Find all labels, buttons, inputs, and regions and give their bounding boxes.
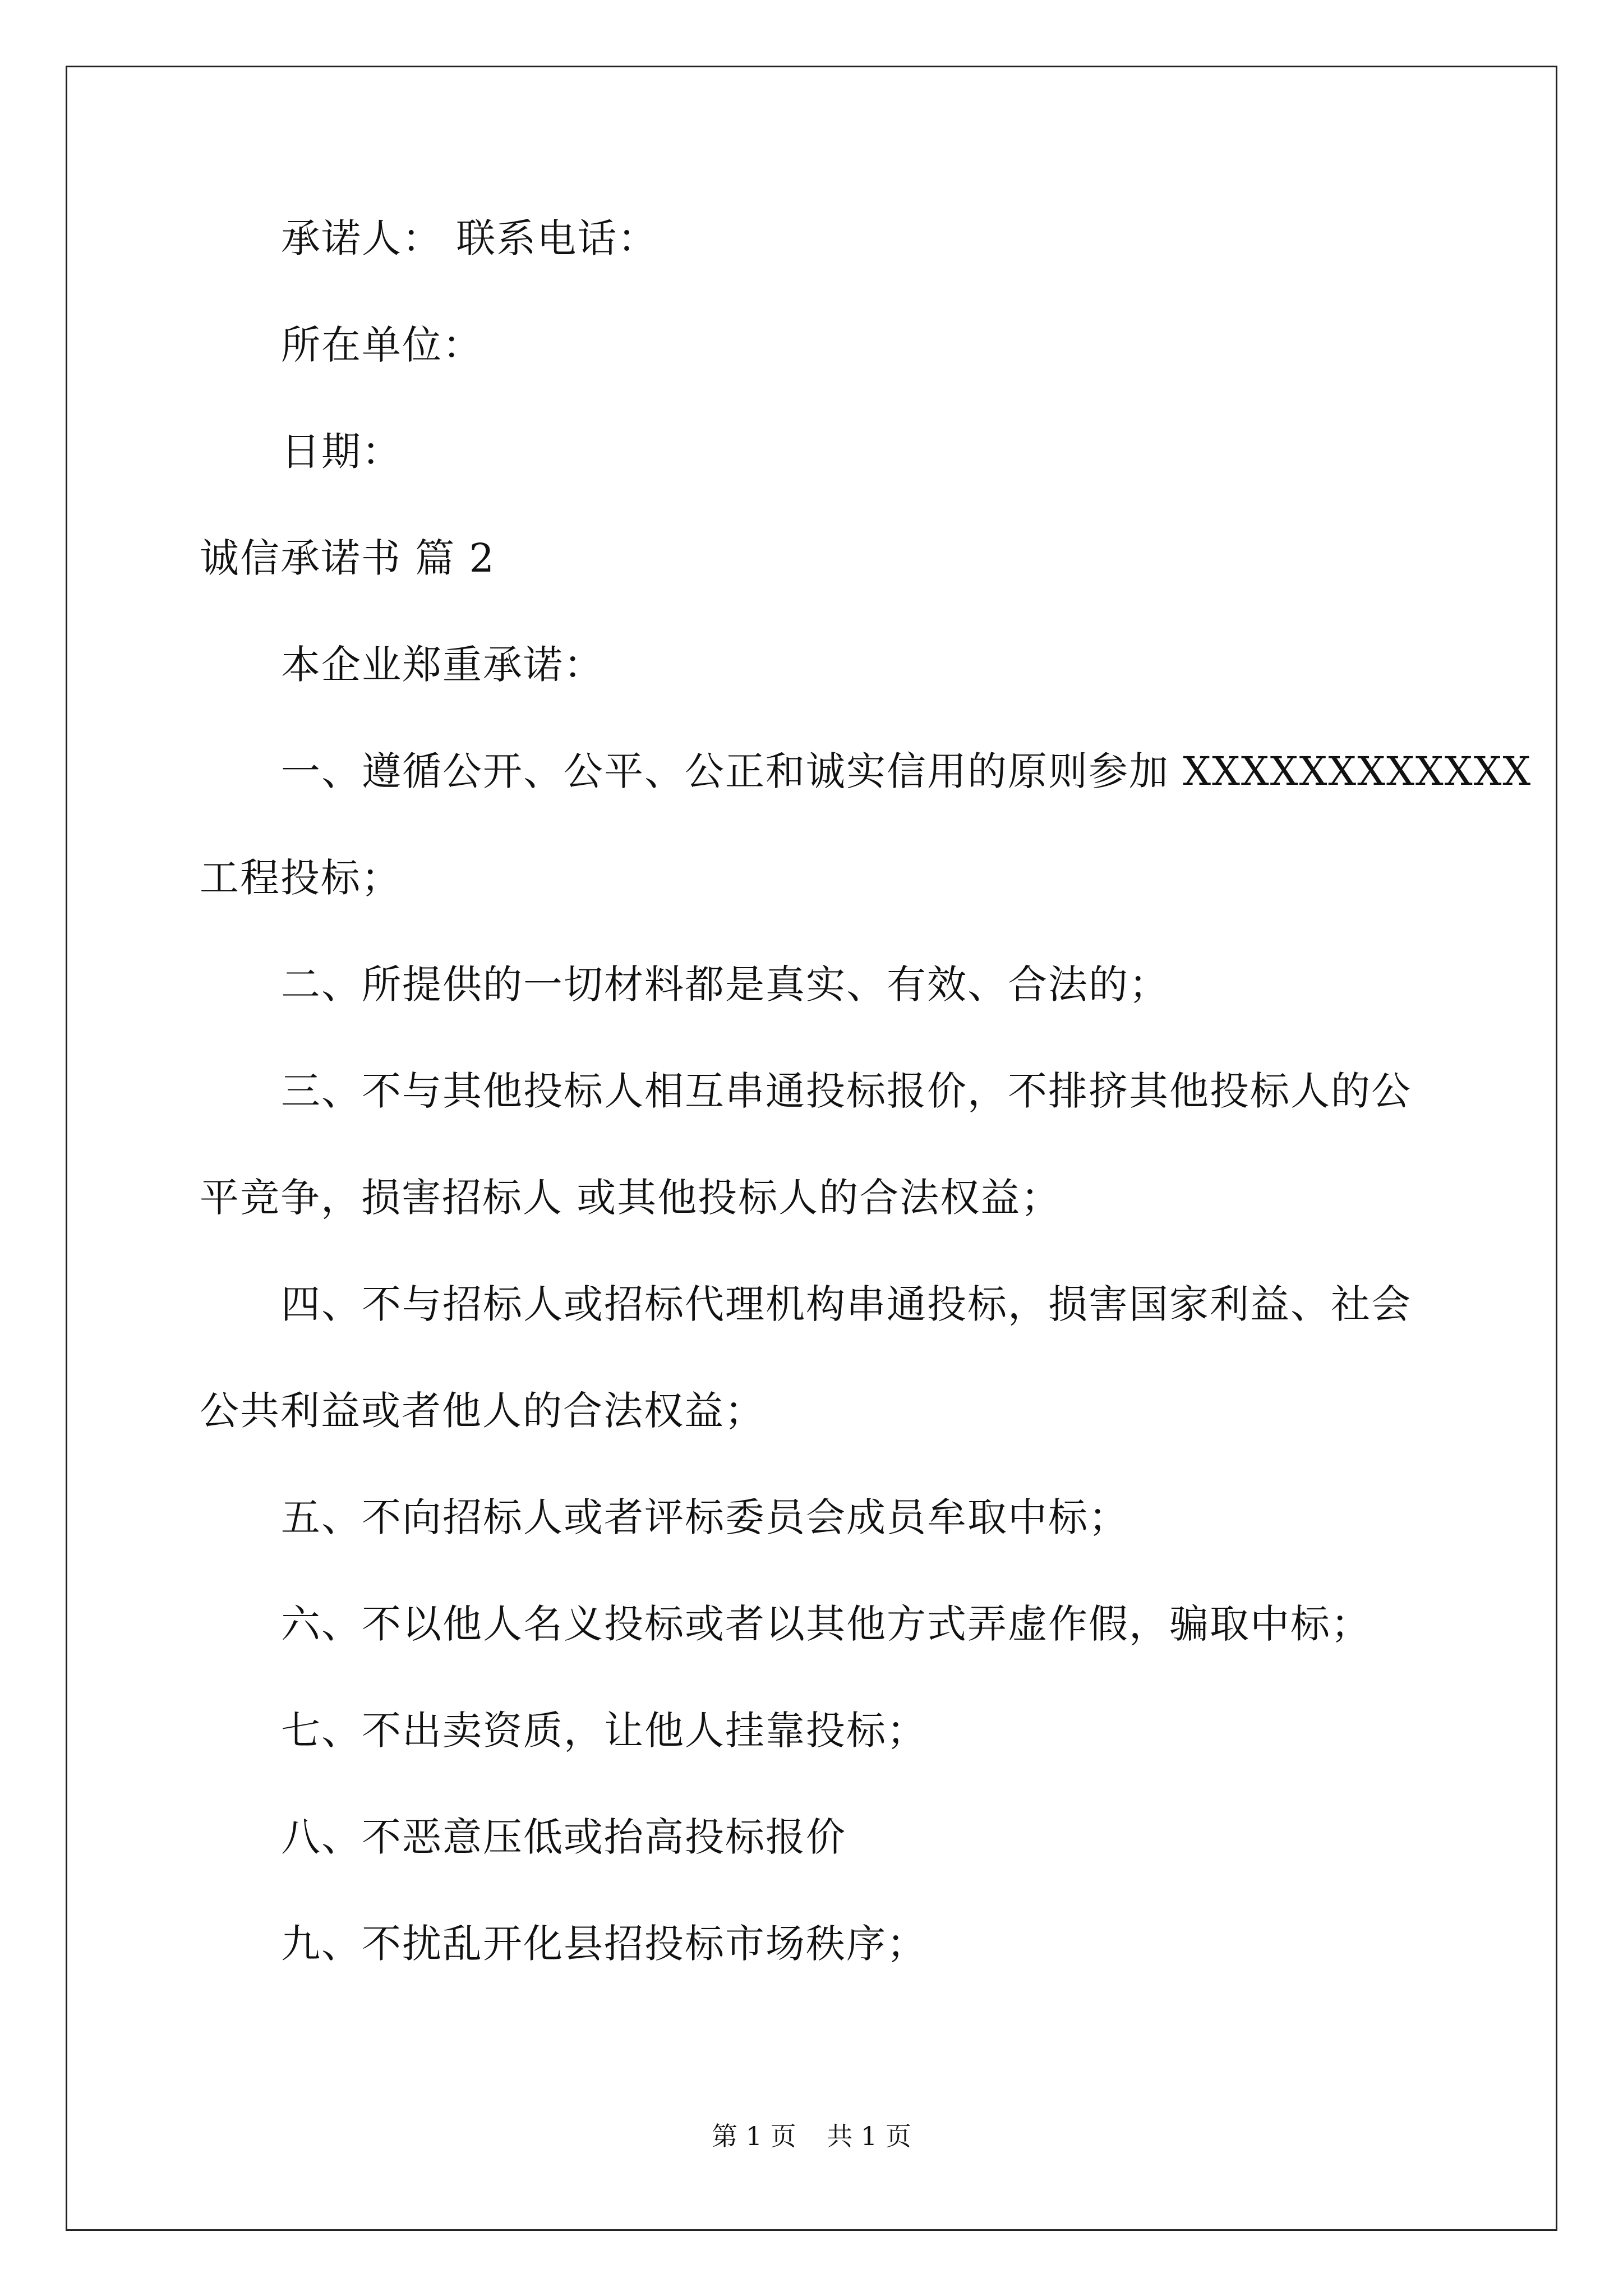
clause-4-line-2: 公共利益或者他人的合法权益； xyxy=(200,1388,765,1434)
clause-9: 九、不扰乱开化县招投标市场秩序； xyxy=(281,1921,927,1967)
page-border xyxy=(66,66,1557,2231)
unit-line: 所在单位： xyxy=(281,322,483,368)
clause-6: 六、不以他人名义投标或者以其他方式弄虚作假，骗取中标； xyxy=(281,1601,1371,1647)
clause-8: 八、不恶意压低或抬高投标报价 xyxy=(281,1814,846,1860)
clause-3-line-2: 平竞争，损害招标人 或其他投标人的合法权益； xyxy=(200,1175,1062,1221)
clause-1-line-2: 工程投标； xyxy=(200,855,402,901)
clause-3-line-1: 三、不与其他投标人相互串通投标报价，不排挤其他投标人的公 xyxy=(281,1068,1412,1114)
intro-line: 本企业郑重承诺： xyxy=(281,642,604,688)
page-footer xyxy=(0,2119,1623,2153)
clause-1-line-1: 一、遵循公开、公平、公正和诚实信用的原则参加 XXXXXXXXXXXX xyxy=(281,748,1532,794)
clause-4-line-1: 四、不与招标人或招标代理机构串通投标，损害国家利益、社会 xyxy=(281,1281,1412,1327)
clause-5: 五、不向招标人或者评标委员会成员牟取中标； xyxy=(281,1494,1129,1540)
date-line: 日期： xyxy=(281,429,402,475)
signer-line: 承诺人： 联系电话： xyxy=(281,215,658,261)
clause-7: 七、不出卖资质，让他人挂靠投标； xyxy=(281,1708,927,1754)
page-number-total: 共 1 页 xyxy=(827,2121,911,2151)
clause-2: 二、所提供的一切材料都是真实、有效、合法的； xyxy=(281,961,1169,1007)
page-number-current: 第 1 页 xyxy=(712,2121,796,2151)
section-heading: 诚信承诺书 篇 2 xyxy=(200,535,496,581)
